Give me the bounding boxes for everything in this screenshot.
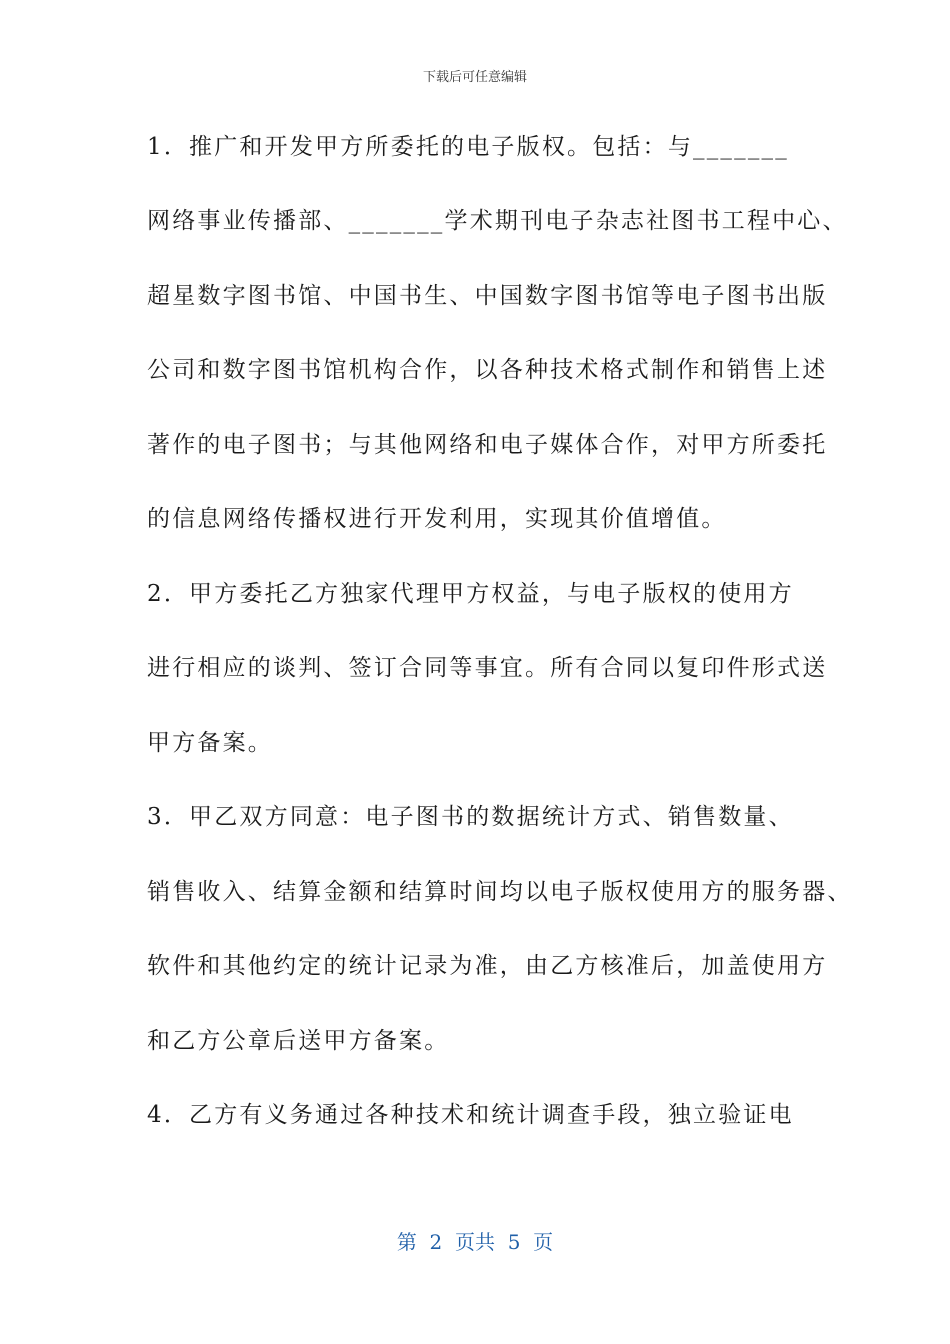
- body-line: 销售收入、结算金额和结算时间均以电子版权使用方的服务器、: [147, 879, 853, 905]
- body-line: 甲方备案。: [147, 730, 273, 756]
- body-line: 4．乙方有义务通过各种技术和统计调查手段，独立验证电: [147, 1102, 794, 1128]
- body-line: 3．甲乙双方同意：电子图书的数据统计方式、销售数量、: [147, 804, 794, 830]
- body-line: 网络事业传播部、_______学术期刊电子杂志社图书工程中心、: [147, 208, 848, 234]
- body-line: 公司和数字图书馆机构合作，以各种技术格式制作和销售上述: [147, 357, 828, 383]
- page-header: 下载后可任意编辑: [422, 70, 527, 85]
- body-line: 超星数字图书馆、中国书生、中国数字图书馆等电子图书出版: [147, 283, 828, 309]
- body-line: 软件和其他约定的统计记录为准，由乙方核准后，加盖使用方: [147, 953, 828, 979]
- body-line: 和乙方公章后送甲方备案。: [147, 1028, 450, 1054]
- page-number: 第 2 页共 5 页: [396, 1230, 554, 1254]
- body-line: 进行相应的谈判、签订合同等事宜。所有合同以复印件形式送: [147, 655, 828, 681]
- body-line: 的信息网络传播权进行开发利用，实现其价值增值。: [147, 506, 727, 532]
- body-line: 1．推广和开发甲方所委托的电子版权。包括：与_______: [147, 134, 789, 160]
- body-line: 2．甲方委托乙方独家代理甲方权益，与电子版权的使用方: [147, 581, 794, 607]
- body-line: 著作的电子图书；与其他网络和电子媒体合作，对甲方所委托: [147, 432, 828, 458]
